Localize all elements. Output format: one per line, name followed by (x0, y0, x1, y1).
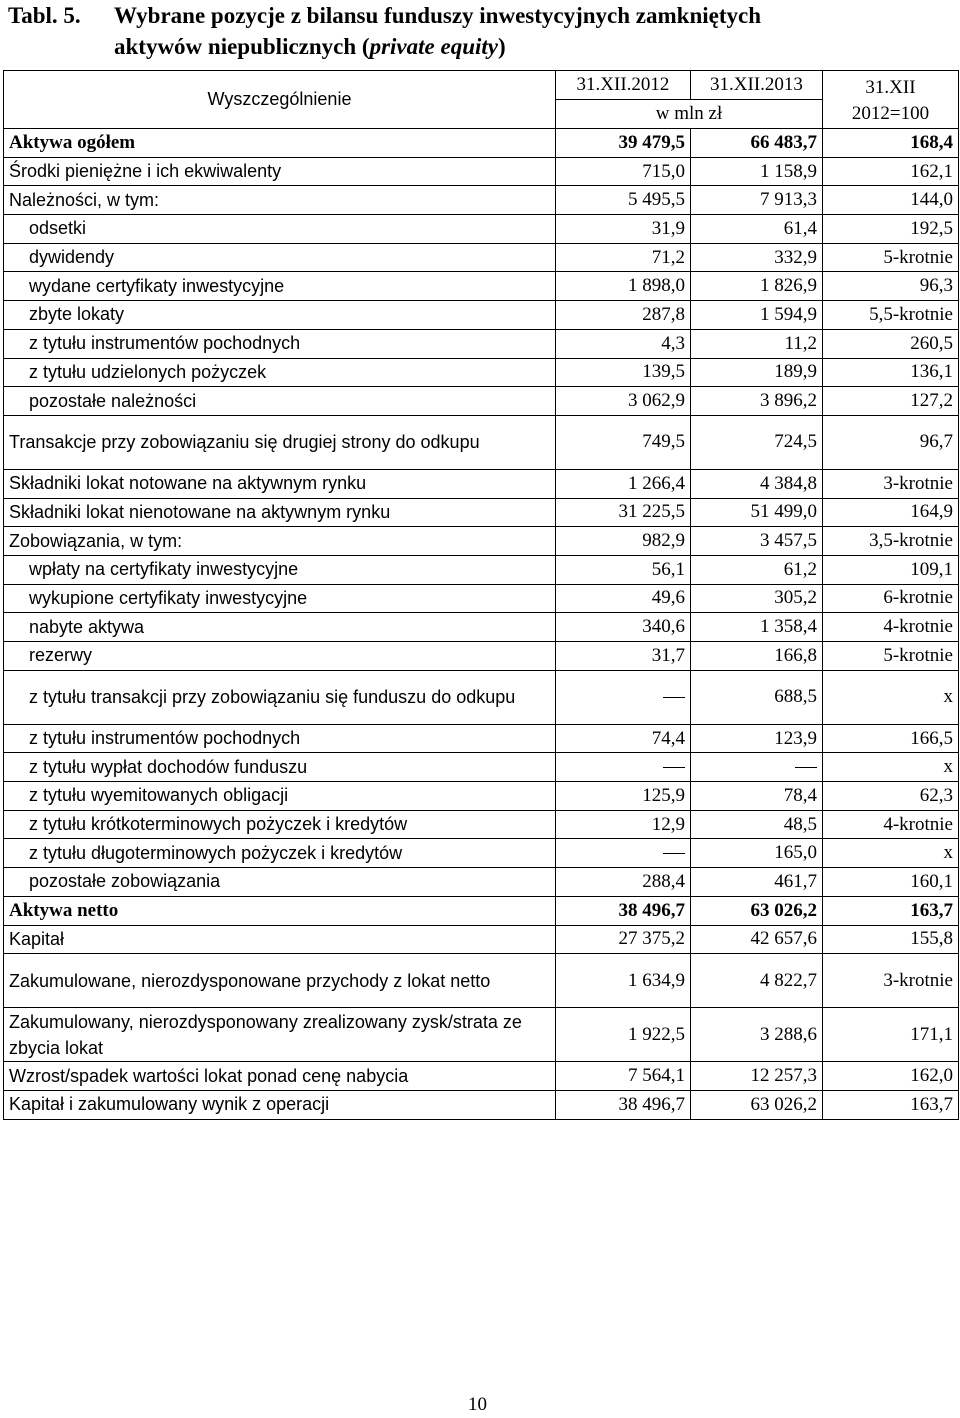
table-row (4, 387, 959, 416)
header-col-index: 31.XII 2012=100 (823, 71, 959, 129)
table-row (4, 527, 959, 556)
table-row (4, 868, 959, 897)
table-row (4, 584, 959, 613)
row-value-v2: 51 499,0 (691, 498, 823, 527)
table-row (4, 1008, 959, 1062)
table-row (4, 329, 959, 358)
row-value-v2: 61,4 (691, 215, 823, 244)
row-value-v3: 4-krotnie (823, 810, 959, 839)
table-row (4, 613, 959, 642)
row-label: Składniki lokat nienotowane na aktywnym rynku (4, 498, 556, 527)
row-value-v2: 42 657,6 (691, 925, 823, 954)
row-value-v1: 38 496,7 (556, 1090, 691, 1119)
dash-mark (795, 767, 817, 768)
row-value-v2: 63 026,2 (691, 1090, 823, 1119)
row-value-v1: 7 564,1 (556, 1062, 691, 1091)
table-row (4, 782, 959, 811)
row-value-v1: 38 496,7 (556, 896, 691, 925)
row-value-v2: 305,2 (691, 584, 823, 613)
row-label: Należności, w tym: (4, 186, 556, 215)
dash-mark (663, 697, 685, 698)
row-label: z tytułu transakcji przy zobowiązaniu się funduszu do odkupu (4, 670, 556, 724)
row-value-v3: 162,0 (823, 1062, 959, 1091)
table-row (4, 129, 959, 158)
row-label: wpłaty na certyfikaty inwestycyjne (4, 555, 556, 584)
row-value-v1: 715,0 (556, 157, 691, 186)
row-value-v2: 3 896,2 (691, 387, 823, 416)
row-value-v2: 12 257,3 (691, 1062, 823, 1091)
row-label: z tytułu udzielonych pożyczek (4, 358, 556, 387)
row-value-v2: 1 158,9 (691, 157, 823, 186)
table-row (4, 954, 959, 1008)
row-label: Składniki lokat notowane na aktywnym rynku (4, 469, 556, 498)
row-value-v3: 155,8 (823, 925, 959, 954)
row-value-v3: 4-krotnie (823, 613, 959, 642)
row-label: wykupione certyfikaty inwestycyjne (4, 584, 556, 613)
row-value-v2: 332,9 (691, 243, 823, 272)
row-label: z tytułu wypłat dochodów funduszu (4, 753, 556, 782)
table-row (4, 301, 959, 330)
row-value-v2: 3 288,6 (691, 1008, 823, 1062)
row-label: odsetki (4, 215, 556, 244)
row-value-v1: 74,4 (556, 724, 691, 753)
row-value-v2: 66 483,7 (691, 129, 823, 158)
row-value-v3: 136,1 (823, 358, 959, 387)
row-value-v1: 139,5 (556, 358, 691, 387)
row-value-v1: 125,9 (556, 782, 691, 811)
balance-table (3, 70, 959, 1120)
row-value-v3: 3,5-krotnie (823, 527, 959, 556)
row-value-v3: 160,1 (823, 868, 959, 897)
row-value-v1: 31 225,5 (556, 498, 691, 527)
row-value-v2: 1 358,4 (691, 613, 823, 642)
row-label: nabyte aktywa (4, 613, 556, 642)
row-value-v1: 31,9 (556, 215, 691, 244)
row-value-v1-dash (556, 753, 691, 782)
table-row (4, 1062, 959, 1091)
row-value-v1: 982,9 (556, 527, 691, 556)
row-value-v3: 5,5-krotnie (823, 301, 959, 330)
row-label: Transakcje przy zobowiązaniu się drugiej strony do odkupu (4, 415, 556, 469)
row-value-v2: 166,8 (691, 642, 823, 671)
row-value-v3: 3-krotnie (823, 469, 959, 498)
header-row (4, 71, 959, 100)
row-value-v2: 78,4 (691, 782, 823, 811)
row-value-v2: 4 822,7 (691, 954, 823, 1008)
row-label: z tytułu wyemitowanych obligacji (4, 782, 556, 811)
table-row (4, 724, 959, 753)
row-value-v1: 56,1 (556, 555, 691, 584)
row-value-v2: 11,2 (691, 329, 823, 358)
header-col-2013: 31.XII.2013 (691, 71, 823, 100)
table-row (4, 670, 959, 724)
row-value-v2: 123,9 (691, 724, 823, 753)
row-value-v2: 7 913,3 (691, 186, 823, 215)
row-value-v2: 461,7 (691, 868, 823, 897)
row-value-v3: 96,7 (823, 415, 959, 469)
row-value-v2: 1 826,9 (691, 272, 823, 301)
header-spec: Wyszczególnienie (4, 71, 556, 129)
row-value-v3: 144,0 (823, 186, 959, 215)
row-value-v3: 163,7 (823, 1090, 959, 1119)
row-label: Aktywa ogółem (4, 129, 556, 158)
row-value-v3: 163,7 (823, 896, 959, 925)
dash-mark (663, 767, 685, 768)
row-value-v1-dash (556, 839, 691, 868)
row-value-v1: 288,4 (556, 868, 691, 897)
row-value-v2: 61,2 (691, 555, 823, 584)
row-value-v3: 164,9 (823, 498, 959, 527)
row-label: wydane certyfikaty inwestycyjne (4, 272, 556, 301)
table-row (4, 555, 959, 584)
row-value-v3: x (823, 753, 959, 782)
row-value-v2: 1 594,9 (691, 301, 823, 330)
row-value-v2: 189,9 (691, 358, 823, 387)
row-label: Aktywa netto (4, 896, 556, 925)
table-row (4, 215, 959, 244)
row-label: Wzrost/spadek wartości lokat ponad cenę nabycia (4, 1062, 556, 1091)
row-label: Środki pieniężne i ich ekwiwalenty (4, 157, 556, 186)
row-value-v3: 260,5 (823, 329, 959, 358)
table-row (4, 186, 959, 215)
row-label: z tytułu instrumentów pochodnych (4, 329, 556, 358)
row-value-v1: 1 922,5 (556, 1008, 691, 1062)
row-value-v1: 340,6 (556, 613, 691, 642)
table-row (4, 498, 959, 527)
row-value-v3: 171,1 (823, 1008, 959, 1062)
row-value-v1: 12,9 (556, 810, 691, 839)
row-value-v1: 31,7 (556, 642, 691, 671)
row-value-v2: 63 026,2 (691, 896, 823, 925)
row-value-v2: 3 457,5 (691, 527, 823, 556)
row-value-v2-dash (691, 753, 823, 782)
table-row (4, 1090, 959, 1119)
row-value-v3: 6-krotnie (823, 584, 959, 613)
row-label: z tytułu instrumentów pochodnych (4, 724, 556, 753)
row-value-v2: 48,5 (691, 810, 823, 839)
row-value-v1: 71,2 (556, 243, 691, 272)
row-label: Kapitał i zakumulowany wynik z operacji (4, 1090, 556, 1119)
table-row (4, 810, 959, 839)
row-value-v1-dash (556, 670, 691, 724)
row-label: zbyte lokaty (4, 301, 556, 330)
row-label: Zakumulowany, nierozdysponowany zrealizowany zysk/strata ze zbycia lokat (4, 1008, 556, 1062)
row-label: Zakumulowane, nierozdysponowane przychody z lokat netto (4, 954, 556, 1008)
row-value-v1: 49,6 (556, 584, 691, 613)
row-value-v3: 62,3 (823, 782, 959, 811)
table-title-line1: Wybrane pozycje z bilansu funduszy inwestycyjnych zamkniętych (114, 3, 761, 28)
row-value-v1: 1 634,9 (556, 954, 691, 1008)
row-value-v2: 688,5 (691, 670, 823, 724)
table-row (4, 469, 959, 498)
row-value-v3: 192,5 (823, 215, 959, 244)
row-value-v1: 3 062,9 (556, 387, 691, 416)
row-value-v1: 39 479,5 (556, 129, 691, 158)
row-value-v3: 166,5 (823, 724, 959, 753)
page-number: 10 (468, 1394, 487, 1415)
row-label: pozostałe zobowiązania (4, 868, 556, 897)
row-value-v2: 4 384,8 (691, 469, 823, 498)
table-row (4, 272, 959, 301)
row-value-v2: 724,5 (691, 415, 823, 469)
row-value-v3: 168,4 (823, 129, 959, 158)
row-value-v2: 165,0 (691, 839, 823, 868)
row-label: Kapitał (4, 925, 556, 954)
table-row (4, 896, 959, 925)
header-col-2012: 31.XII.2012 (556, 71, 691, 100)
header-unit: w mln zł (556, 100, 823, 129)
row-value-v3: 3-krotnie (823, 954, 959, 1008)
row-label: Zobowiązania, w tym: (4, 527, 556, 556)
row-label: z tytułu długoterminowych pożyczek i kredytów (4, 839, 556, 868)
row-label: pozostałe należności (4, 387, 556, 416)
row-label: dywidendy (4, 243, 556, 272)
table-row (4, 753, 959, 782)
table-row (4, 243, 959, 272)
table-row (4, 642, 959, 671)
row-value-v1: 5 495,5 (556, 186, 691, 215)
table-number: Tabl. 5. (8, 3, 81, 28)
row-label: rezerwy (4, 642, 556, 671)
row-value-v3: 127,2 (823, 387, 959, 416)
row-label: z tytułu krótkoterminowych pożyczek i kredytów (4, 810, 556, 839)
row-value-v3: 109,1 (823, 555, 959, 584)
table-title (8, 0, 761, 62)
table-title-line2: aktywów niepublicznych (private equity) (114, 34, 506, 59)
row-value-v1: 1 266,4 (556, 469, 691, 498)
row-value-v1: 1 898,0 (556, 272, 691, 301)
row-value-v1: 27 375,2 (556, 925, 691, 954)
table-row (4, 358, 959, 387)
table-row (4, 925, 959, 954)
table-row (4, 415, 959, 469)
row-value-v1: 287,8 (556, 301, 691, 330)
dash-mark (663, 853, 685, 854)
row-value-v3: 162,1 (823, 157, 959, 186)
row-value-v1: 4,3 (556, 329, 691, 358)
table-row (4, 839, 959, 868)
row-value-v1: 749,5 (556, 415, 691, 469)
table-title-italic: private equity (369, 34, 498, 59)
row-value-v3: 96,3 (823, 272, 959, 301)
row-value-v3: 5-krotnie (823, 642, 959, 671)
table-row (4, 157, 959, 186)
row-value-v3: x (823, 839, 959, 868)
row-value-v3: 5-krotnie (823, 243, 959, 272)
row-value-v3: x (823, 670, 959, 724)
